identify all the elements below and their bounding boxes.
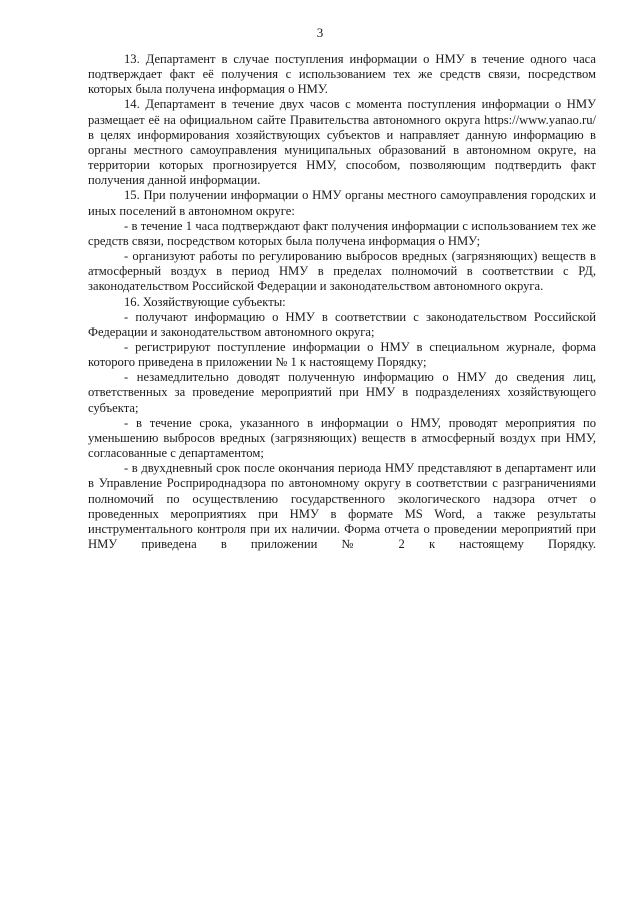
paragraph-16-item-4: - в течение срока, указанного в информации о НМУ, проводят мероприятия по уменьшению выбросов вредных (загрязняющих) веществ в атмосферный воздух при НМУ, согласованные с департаментом; [88, 415, 596, 461]
paragraph-16-item-1: - получают информацию о НМУ в соответствии с законодательством Российской Федерации и законодательством автономного округа; [88, 309, 596, 339]
paragraph-15-item-1: - в течение 1 часа подтверждают факт получения информации с использованием тех же средств связи, посредством которых была получена информация о НМУ; [88, 218, 596, 248]
paragraph-16-item-3: - незамедлительно доводят полученную информацию о НМУ до сведения лиц, ответственных за проведение мероприятий при НМУ в подразделениях хозяйствующего субъекта; [88, 370, 596, 415]
paragraph-15: 15. При получении информации о НМУ органы местного самоуправления городских и иных поселений в автономном округе: [88, 188, 596, 218]
paragraph-13: 13. Департамент в случае поступления информации о НМУ в течение одного часа подтверждает факт её получения с использованием тех же средств связи, посредством которых была получена информация о НМУ. [88, 52, 596, 97]
document-body [88, 52, 596, 552]
paragraph-16: 16. Хозяйствующие субъекты: [124, 294, 286, 309]
paragraph-14: 14. Департамент в течение двух часов с момента поступления информации о НМУ размещает её на официальном сайте Правительства автономного округа https://www.yanao.ru/ в целях информирования хозяйствующих субъектов и направляет данную информацию в органы местного самоуправления муниципальных образований в автономном округе, на территории которых прогнозируется НМУ, способом, позволяющим подтвердить факт получения данной информации. [88, 97, 596, 188]
paragraph-16-item-2: - регистрируют поступление информации о НМУ в специальном журнале, форма которого приведена в приложении № 1 к настоящему Порядку; [88, 339, 596, 370]
page-number: 3 [316, 25, 324, 40]
paragraph-16-item-5: - в двухдневный срок после окончания периода НМУ представляют в департамент или в Управление Росприроднадзора по автономному округу в соответствии с разграничениями полномочий по осуществлению государственного экологического надзора отчет о проведенных мероприятиях при НМУ в формате MS Word, а также результаты инструментального контроля при их наличии. Форма отчета о проведении мероприятий при НМУ приведена в приложении № 2 к настоящему Порядку. [88, 461, 596, 551]
paragraph-15-item-2: - организуют работы по регулированию выбросов вредных (загрязняющих) веществ в атмосферный воздух в период НМУ в пределах полномочий в соответствии с РД, законодательством Российской Федерации и законодательством автономного округа. [88, 249, 596, 294]
